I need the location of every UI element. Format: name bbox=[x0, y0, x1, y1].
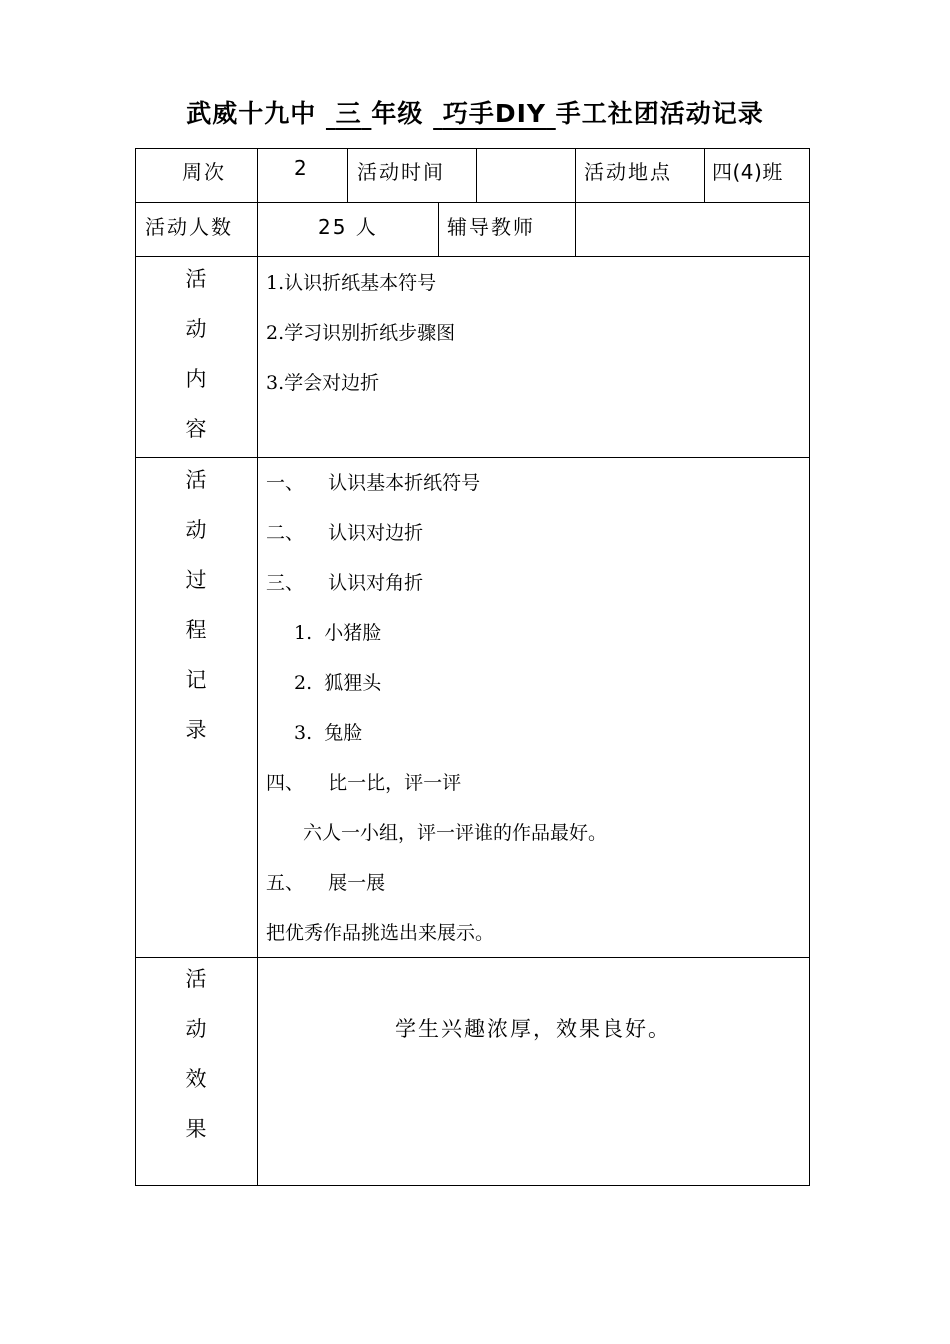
table-border-right bbox=[809, 148, 810, 1186]
process-label-char: 活 bbox=[185, 468, 207, 492]
content-label-char: 内 bbox=[185, 367, 207, 391]
table-divider bbox=[347, 148, 348, 203]
process-line: 四、 比一比，评一评 bbox=[266, 772, 462, 794]
title-club: 巧手DIY bbox=[442, 99, 547, 128]
process-label-char: 动 bbox=[185, 518, 207, 542]
table-border-bottom bbox=[135, 1185, 810, 1186]
process-label-char: 记 bbox=[185, 668, 207, 692]
process-line: 1. 小猪脸 bbox=[294, 622, 382, 644]
table-divider bbox=[575, 202, 576, 257]
time-label: 活动时间 bbox=[357, 160, 445, 184]
process-label-char: 录 bbox=[185, 718, 207, 742]
process-line: 六人一小组，评一评谁的作品最好。 bbox=[303, 822, 608, 844]
content-label-char: 容 bbox=[185, 417, 207, 441]
place-label: 活动地点 bbox=[584, 160, 672, 184]
effect-label-char: 效 bbox=[185, 1067, 207, 1091]
table-divider bbox=[704, 148, 705, 203]
table-divider bbox=[575, 148, 576, 203]
title-school: 武威十九中 bbox=[186, 99, 317, 128]
table-border-top bbox=[135, 148, 810, 149]
content-line: 1.认识折纸基本符号 bbox=[266, 272, 437, 294]
count-label: 活动人数 bbox=[145, 215, 233, 239]
process-line: 三、 认识对角折 bbox=[266, 572, 424, 594]
place-value: 四(4)班 bbox=[712, 160, 783, 184]
process-line: 3. 兔脸 bbox=[294, 722, 363, 744]
table-divider bbox=[135, 256, 810, 257]
content-section-label bbox=[136, 263, 256, 463]
process-line: 把优秀作品挑选出来展示。 bbox=[266, 922, 495, 944]
week-value: 2 bbox=[294, 156, 309, 180]
process-line: 2. 狐狸头 bbox=[294, 672, 382, 694]
effect-text: 学生兴趣浓厚，效果良好。 bbox=[395, 1017, 671, 1041]
process-label-char: 过 bbox=[185, 568, 207, 592]
count-value: 25 人 bbox=[318, 215, 378, 239]
effect-section-label bbox=[136, 963, 256, 1163]
content-line: 2.学习识别折纸步骤图 bbox=[266, 322, 456, 344]
title-suffix: 手工社团活动记录 bbox=[555, 99, 764, 128]
process-line: 二、 认识对边折 bbox=[266, 522, 424, 544]
teacher-label: 辅导教师 bbox=[447, 215, 535, 239]
content-label-char: 动 bbox=[185, 317, 207, 341]
content-line: 3.学会对边折 bbox=[266, 372, 380, 394]
table-divider bbox=[438, 202, 439, 257]
table-divider bbox=[135, 202, 810, 203]
effect-label-char: 活 bbox=[185, 967, 207, 991]
effect-label-char: 动 bbox=[185, 1017, 207, 1041]
process-line: 一、 认识基本折纸符号 bbox=[266, 472, 481, 494]
title-grade: 三 bbox=[335, 99, 362, 128]
process-section-label bbox=[136, 464, 256, 764]
week-label: 周次 bbox=[182, 160, 226, 184]
process-line: 五、 展一展 bbox=[266, 872, 386, 894]
title-grade-suffix: 年级 bbox=[371, 99, 424, 128]
page-title bbox=[0, 94, 950, 130]
table-divider bbox=[135, 957, 810, 958]
content-label-char: 活 bbox=[185, 267, 207, 291]
effect-label-char: 果 bbox=[185, 1117, 207, 1141]
process-label-char: 程 bbox=[185, 618, 207, 642]
table-divider bbox=[476, 148, 477, 203]
